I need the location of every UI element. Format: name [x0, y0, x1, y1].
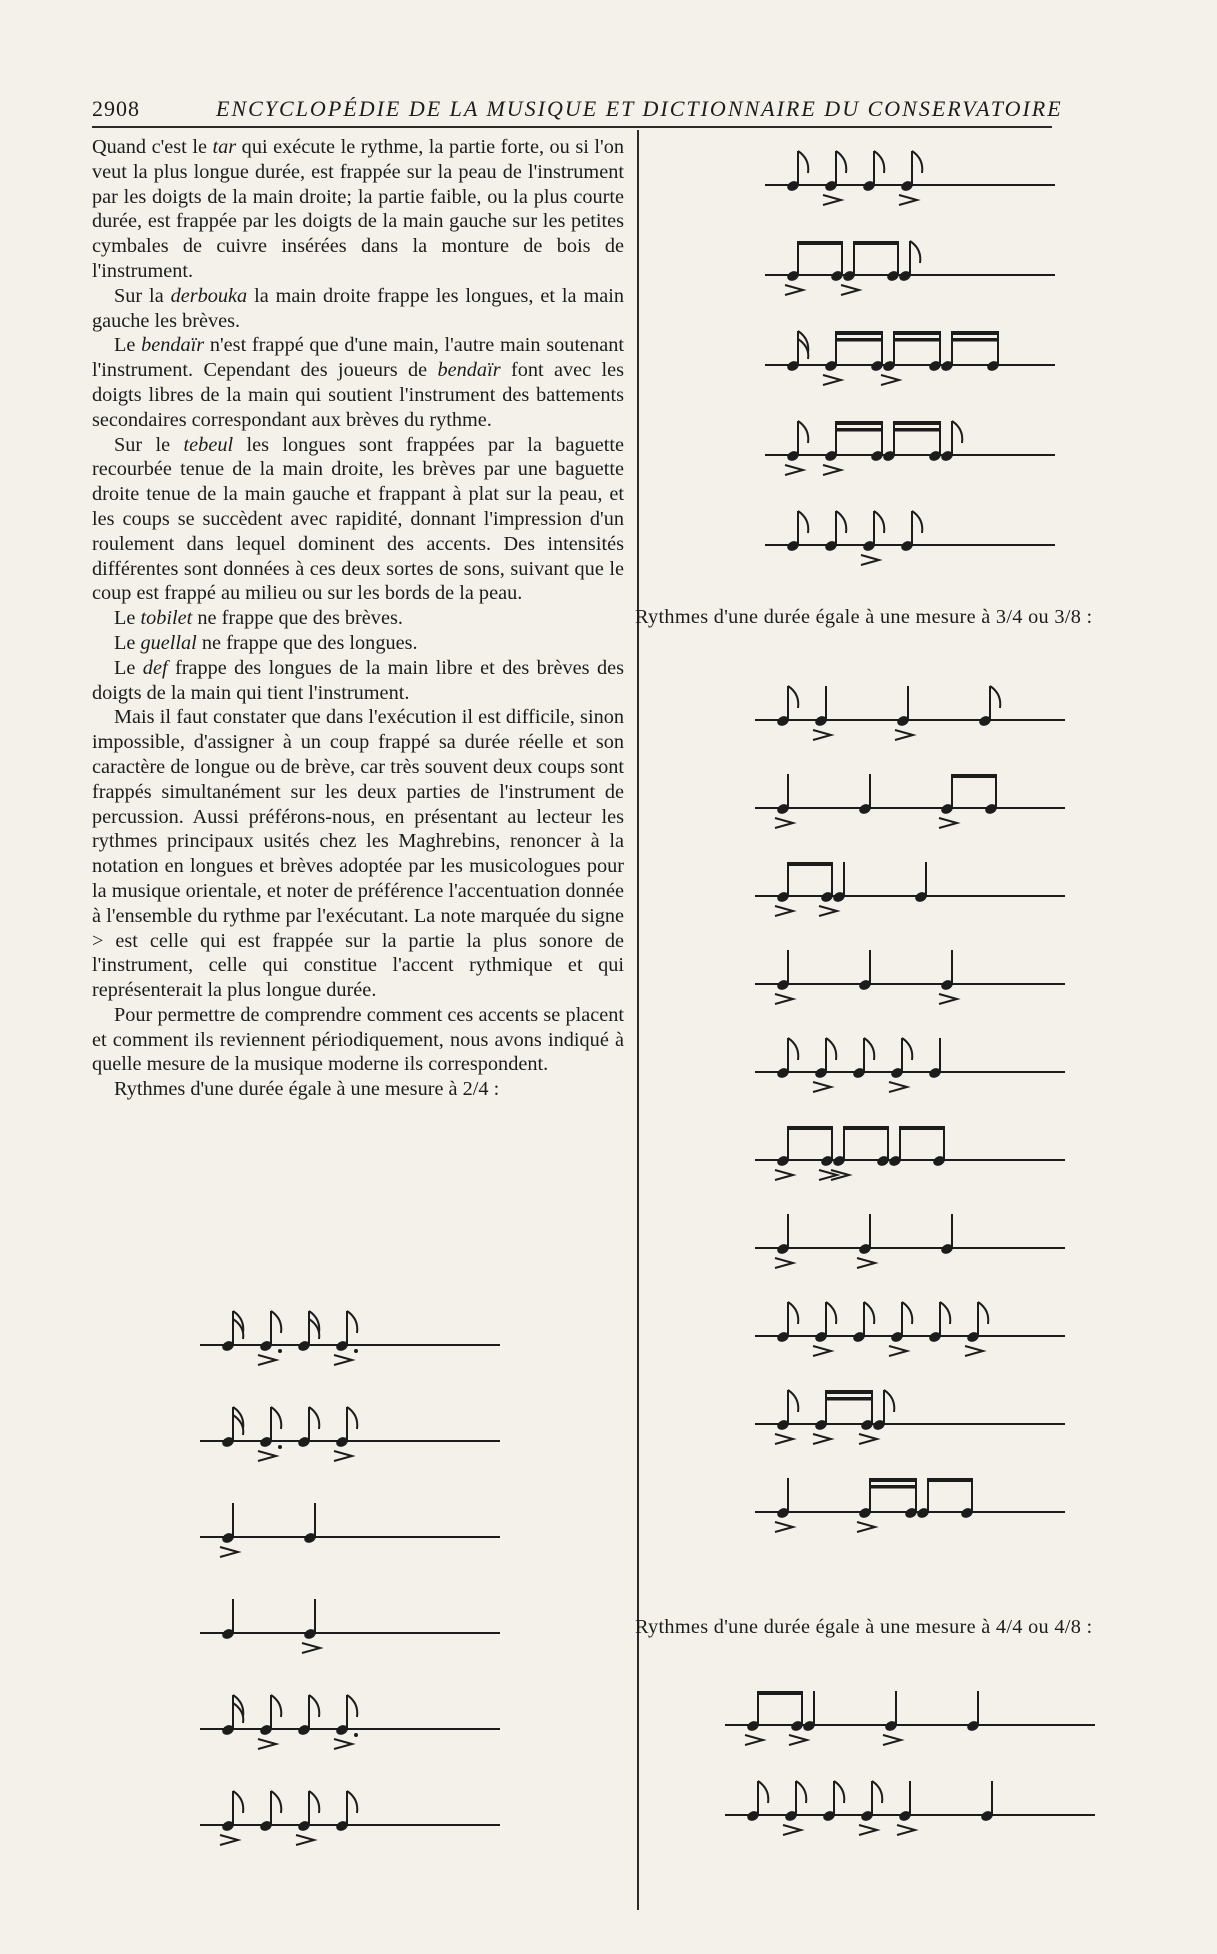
note-beam	[844, 1126, 888, 1130]
note-flag	[788, 1390, 798, 1412]
note-flag	[271, 1695, 281, 1717]
rhythm-staff-11	[765, 511, 1055, 565]
left-column-text	[92, 135, 624, 1102]
rhythm-staff-9	[765, 331, 1055, 385]
paragraph-guellal: Le guellal ne frappe que des longues.	[114, 631, 418, 654]
accent-mark	[220, 1547, 238, 1557]
note-flag	[978, 1302, 988, 1324]
note-flag	[347, 1695, 357, 1717]
note-beam-secondary	[836, 428, 882, 432]
note-flag	[836, 151, 846, 173]
paragraph-def: Le def frappe des longues de la main libre et des brèves des doigts de la main qui tient l'instrument.	[92, 656, 625, 704]
note-beam	[758, 1691, 802, 1695]
accent-mark	[819, 906, 837, 916]
accent-mark	[813, 1346, 831, 1356]
note-flag	[271, 1311, 281, 1333]
rhythm-staff-2	[200, 1407, 500, 1461]
note-flag	[864, 1038, 874, 1060]
paragraph-tobilet: Le tobilet ne frappe que des brèves.	[114, 607, 403, 630]
note-flag	[347, 1311, 357, 1333]
note-beam	[928, 1478, 972, 1482]
note-flag	[836, 511, 846, 533]
note-dot	[354, 1349, 358, 1353]
accent-mark	[775, 818, 793, 828]
accent-mark	[841, 285, 859, 295]
accent-mark	[889, 1346, 907, 1356]
notation-two-four-left	[200, 1290, 520, 1850]
note-beam-secondary	[894, 338, 940, 342]
note-flag	[826, 1302, 836, 1324]
note-flag	[798, 511, 808, 533]
accent-mark	[220, 1835, 238, 1845]
note-flag	[874, 511, 884, 533]
accent-mark	[785, 285, 803, 295]
note-beam	[894, 421, 940, 425]
accent-mark	[813, 1082, 831, 1092]
note-beam	[952, 774, 996, 778]
note-flag	[788, 1038, 798, 1060]
accent-mark	[775, 1434, 793, 1444]
accent-mark	[302, 1643, 320, 1653]
paragraph-tebeul: Sur le tebeul les longues sont frappées par la baguette recourbée tenue de la main droite, les brèves par une baguette droite tenue de la main gauche et frappant à plat sur la peau, et les coups se succèdent avec rapidité, donnant l'impression d'un roulement dans lequel dominent des accents. Des intensités différentes sont données à ces deux sortes de sons, suivant que le coup est frappé au milieu ou sur les bords de la peau.	[92, 433, 625, 605]
accent-mark	[883, 1735, 901, 1745]
accent-mark	[823, 375, 841, 385]
note-flag	[910, 241, 920, 263]
rhythm-staff-3	[200, 1503, 500, 1557]
accent-mark	[889, 1082, 907, 1092]
note-flag	[347, 1791, 357, 1813]
accent-mark	[785, 465, 803, 475]
note-flag	[952, 421, 962, 443]
rhythm-staff-ternary-3	[755, 862, 1065, 916]
accent-mark	[939, 994, 957, 1004]
note-flag	[940, 1302, 950, 1324]
note-beam-secondary	[826, 1397, 872, 1401]
note-beam	[788, 1126, 832, 1130]
caption-four-four: Rythmes d'une durée égale à une mesure à 4/4 ou 4/8 :	[635, 1616, 1093, 1638]
note-flag	[902, 1038, 912, 1060]
paragraph-derbouka: Sur la derbouka la main droite frappe les longues, et la main gauche les brèves.	[92, 284, 624, 332]
note-beam	[836, 331, 882, 335]
rhythm-staff-7	[765, 151, 1055, 205]
accent-mark	[823, 465, 841, 475]
note-beam	[798, 241, 842, 245]
rhythm-staff-ternary-6	[755, 1126, 1065, 1180]
note-beam	[854, 241, 898, 245]
note-flag	[788, 1302, 798, 1324]
note-beam-secondary	[894, 428, 940, 432]
note-beam-secondary	[870, 1485, 916, 1489]
running-title: ENCYCLOPÉDIE DE LA MUSIQUE ET DICTIONNAIRE DU CONSERVATOIRE	[216, 96, 1063, 121]
note-flag	[798, 151, 808, 173]
paragraph-execution: Mais il faut constater que dans l'exécution il est difficile, sinon impossible, d'assigner à un coup frappé sa durée réelle et son caractère de longue ou de brève, car très souvent deux coups sont frappés simultanément sur les deux parties de l'instrument de percussion. Aussi préférons-nous, en présentant au lecteur les rythmes principaux usités chez les Maghrebins, renoncer à la notation en longues et brèves adoptée par les musicologues pour la musique orientale, et noter de préférence l'accentuation donnée à l'ensemble du rythme par l'exécutant. La note marquée du signe > est celle qui est frappée sur la partie la plus sonore de l'instrument, celle qui constitue l'accent rythmique et qui représenterait la plus longue durée.	[92, 706, 624, 1002]
rhythm-staff-ternary-2	[755, 774, 1065, 828]
accent-mark	[334, 1355, 352, 1365]
rhythm-staff-ternary-1	[755, 686, 1065, 740]
rhythm-staff-ternary-4	[755, 950, 1065, 1004]
column-divider	[637, 130, 639, 1910]
accent-mark	[899, 195, 917, 205]
note-flag	[864, 1302, 874, 1324]
rhythm-staff-ternary-7	[755, 1214, 1065, 1268]
note-beam	[826, 1390, 872, 1394]
note-dot	[278, 1349, 282, 1353]
rhythm-staff-1	[200, 1311, 500, 1365]
paragraph-bendair: Le bendaïr n'est frappé que d'une main, l'autre main soutenant l'instrument. Cependant des joueurs de bendaïr font avec les doigts libres de la main qui soutient l'instrument des battements secondaires correspondant aux brèves du rythme.	[92, 334, 624, 431]
paragraph-accents: Pour permettre de comprendre comment ces accents se placent et comment ils reviennent périodiquement, nous avons indiqué à quelle mesure de la musique moderne ils correspondent.	[92, 1003, 624, 1076]
accent-mark	[775, 1258, 793, 1268]
accent-mark	[897, 1825, 915, 1835]
note-flag	[271, 1791, 281, 1813]
note-flag	[309, 1407, 319, 1429]
note-flag	[233, 1791, 243, 1813]
note-flag	[902, 1302, 912, 1324]
accent-mark	[857, 1522, 875, 1532]
note-flag	[271, 1407, 281, 1429]
rhythm-staff-5	[200, 1695, 500, 1749]
notation-three-four	[755, 680, 1075, 1590]
accent-mark	[334, 1739, 352, 1749]
accent-mark	[965, 1346, 983, 1356]
note-beam	[952, 331, 998, 335]
rhythm-staff-8	[765, 241, 1055, 295]
accent-mark	[775, 1522, 793, 1532]
accent-mark	[258, 1451, 276, 1461]
note-flag	[309, 1791, 319, 1813]
running-header	[92, 92, 1063, 128]
rhythm-staff-ternary-8	[755, 1302, 1065, 1356]
note-beam	[788, 862, 832, 866]
rhythm-staff-quaternary-1	[725, 1691, 1095, 1745]
note-flag	[309, 1695, 319, 1717]
accent-mark	[881, 375, 899, 385]
accent-mark	[775, 906, 793, 916]
note-flag	[912, 151, 922, 173]
accent-mark	[783, 1825, 801, 1835]
paragraph-tar: Quand c'est le tar qui exécute le rythme, la partie forte, ou si l'on veut la plus longue durée, est frappée sur la peau de l'instrument par les doigts de la main droite; la partie faible, ou la plus courte durée, est frappée par les doigts de la main gauche sur les petites cymbales de cuivre insérées dans la monture de bois de l'instrument.	[92, 136, 624, 282]
note-flag	[347, 1407, 357, 1429]
note-flag	[874, 151, 884, 173]
note-beam	[900, 1126, 944, 1130]
note-flag	[826, 1038, 836, 1060]
accent-mark	[859, 1825, 877, 1835]
accent-mark	[813, 730, 831, 740]
notation-two-four-right	[765, 140, 1065, 595]
note-flag	[990, 686, 1000, 708]
note-beam	[870, 1478, 916, 1482]
note-dot	[354, 1733, 358, 1737]
note-beam-secondary	[836, 338, 882, 342]
accent-mark	[789, 1735, 807, 1745]
accent-mark	[857, 1258, 875, 1268]
accent-mark	[775, 1170, 793, 1180]
accent-mark	[859, 1434, 877, 1444]
note-flag	[796, 1781, 806, 1803]
accent-mark	[813, 1434, 831, 1444]
note-dot	[278, 1445, 282, 1449]
note-flag	[834, 1781, 844, 1803]
rhythm-staff-ternary-10	[755, 1478, 1065, 1532]
accent-mark	[939, 818, 957, 828]
rhythm-staff-6	[200, 1791, 500, 1845]
accent-mark	[861, 555, 879, 565]
note-flag	[788, 686, 798, 708]
accent-sign: >	[92, 929, 104, 952]
note-beam-secondary	[952, 338, 998, 342]
caption-two-four: Rythmes d'une durée égale à une mesure à 2/4 :	[114, 1078, 500, 1101]
accent-mark	[296, 1835, 314, 1845]
note-flag	[884, 1390, 894, 1412]
rhythm-staff-4	[200, 1599, 500, 1653]
accent-mark	[258, 1739, 276, 1749]
accent-mark	[745, 1735, 763, 1745]
note-flag	[912, 511, 922, 533]
accent-mark	[258, 1355, 276, 1365]
accent-mark	[895, 730, 913, 740]
accent-mark	[775, 994, 793, 1004]
note-flag	[872, 1781, 882, 1803]
rhythm-staff-ternary-9	[755, 1390, 1065, 1444]
accent-mark	[823, 195, 841, 205]
note-flag	[758, 1781, 768, 1803]
rhythm-staff-10	[765, 421, 1055, 475]
page-number: 2908	[92, 96, 140, 121]
notation-four-four	[725, 1680, 1105, 1850]
rhythm-staff-quaternary-2	[725, 1781, 1095, 1835]
caption-three-four: Rythmes d'une durée égale à une mesure à 3/4 ou 3/8 :	[635, 606, 1093, 628]
note-beam	[894, 331, 940, 335]
rhythm-staff-ternary-5	[755, 1038, 1065, 1092]
note-beam	[836, 421, 882, 425]
accent-mark	[334, 1451, 352, 1461]
note-flag	[798, 421, 808, 443]
